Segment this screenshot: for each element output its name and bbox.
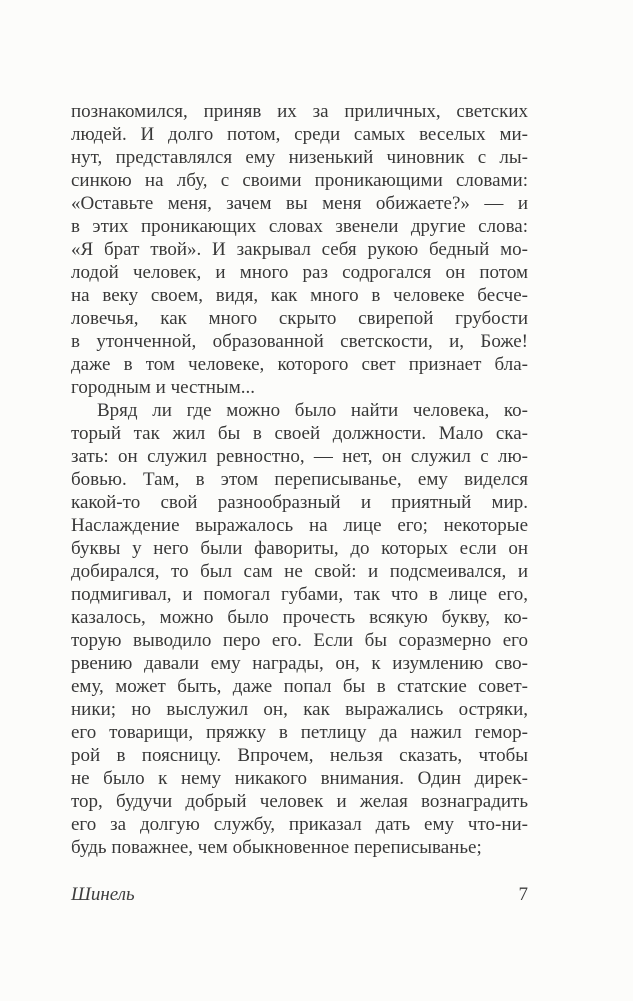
text-line: в этих проникающих словах звенели другие слова: (71, 216, 528, 237)
text-line: зать: он служил ревностно, — нет, он служил с лю- (71, 446, 528, 467)
running-title: Шинель (71, 884, 135, 905)
page-number: 7 (518, 884, 528, 905)
text-line: подмигивал, и помогал губами, так что в лице его, (71, 584, 528, 605)
text-line: «Я брат твой». И закрывал себя рукою бедный мо- (71, 239, 528, 260)
text-line: его товарищи, пряжку в петлицу да нажил гемор- (71, 722, 528, 743)
text-line: торый так жил бы в своей должности. Мало ска- (71, 423, 528, 444)
text-line: лодой человек, и много раз содрогался он потом (71, 262, 528, 283)
text-line: познакомился, приняв их за приличных, светских (71, 101, 528, 122)
text-line: казалось, можно было прочесть всякую букву, ко- (71, 607, 528, 628)
text-line: буквы у него были фавориты, до которых если он (71, 538, 528, 559)
text-line: не было к нему никакого внимания. Один дирек- (71, 768, 528, 789)
text-line: тор, будучи добрый человек и желая вознаградить (71, 791, 528, 812)
text-line: какой-то свой разнообразный и приятный мир. (71, 492, 528, 513)
paragraph (71, 100, 528, 399)
page-footer (71, 884, 528, 906)
text-line: на веку своем, видя, как много в человеке бесче- (71, 285, 528, 306)
text-line: в утонченной, образованной светскости, и, Боже! (71, 331, 528, 352)
text-line: «Оставьте меня, зачем вы меня обижаете?» — и (71, 193, 528, 214)
text-line: ему, может быть, даже попал бы в статские совет- (71, 676, 528, 697)
text-line: нут, представлялся ему низенький чиновник с лы- (71, 147, 528, 168)
text-line: Вряд ли где можно было найти человека, ко- (97, 400, 528, 421)
text-line: торую выводило перо его. Если бы соразмерно его (71, 630, 528, 651)
text-block (71, 100, 528, 859)
text-line: городным и честным... (71, 377, 255, 398)
text-line: даже в том человеке, которого свет признает бла- (71, 354, 528, 375)
text-line: бовью. Там, в этом переписыванье, ему виделся (71, 469, 528, 490)
text-line: Наслаждение выражалось на лице его; некоторые (71, 515, 528, 536)
text-line: людей. И долго потом, среди самых веселых ми- (71, 124, 528, 145)
text-line: его за долгую службу, приказал дать ему что-ни- (71, 814, 528, 835)
paragraph (71, 399, 528, 859)
text-line: будь поважнее, чем обыкновенное переписыванье; (71, 837, 482, 858)
text-line: синкою на лбу, с своими проникающими словами: (71, 170, 528, 191)
text-line: рой в поясницу. Впрочем, нельзя сказать, чтобы (71, 745, 528, 766)
text-line: ники; но выслужил он, как выражались остряки, (71, 699, 528, 720)
text-line: добирался, то был сам не свой: и подсмеивался, и (71, 561, 528, 582)
text-line: ловечья, как много скрыто свирепой грубости (71, 308, 528, 329)
text-line: рвению давали ему награды, он, к изумлению сво- (71, 653, 528, 674)
